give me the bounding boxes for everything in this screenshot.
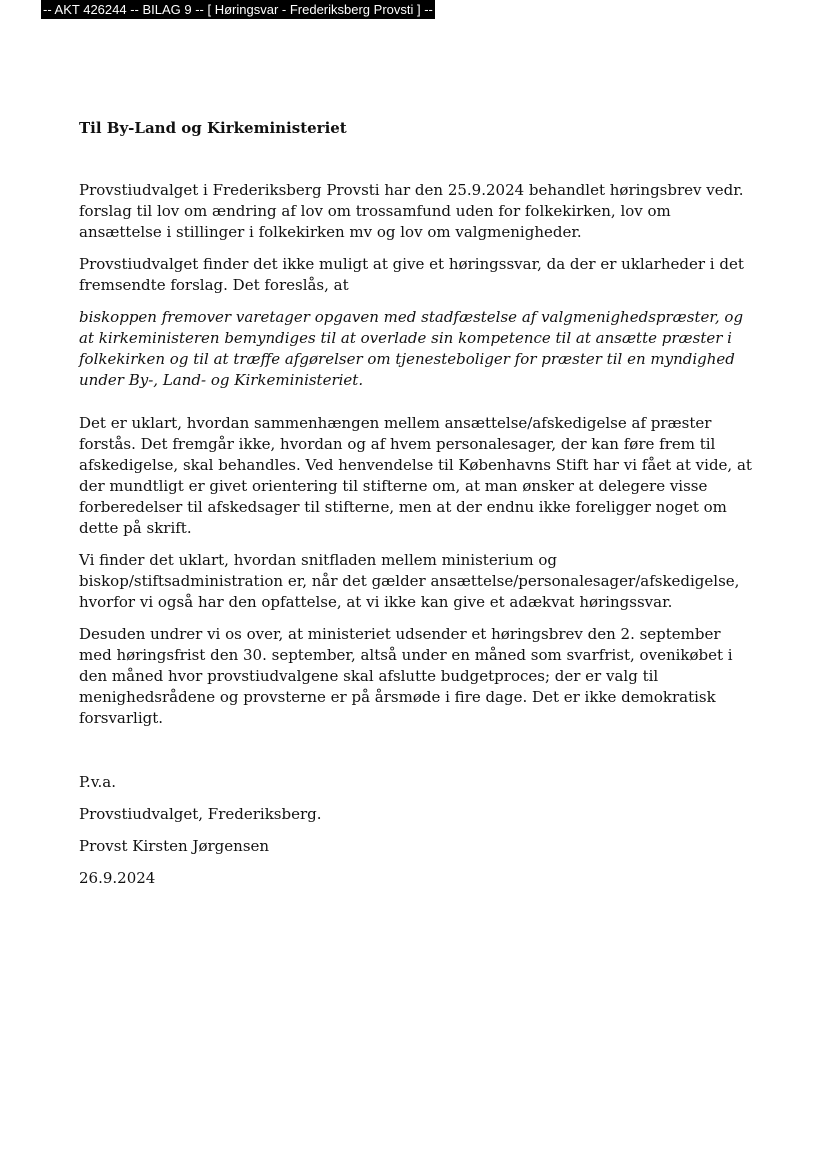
letter-body — [79, 118, 754, 900]
paragraph-no-response: Provstiudvalget finder det ikke muligt at give et høringssvar, da der er uklarheder i det fremsendte forslag. Det foreslås, at — [79, 255, 744, 294]
paragraph-intro: Provstiudvalget i Frederiksberg Provsti har den 25.9.2024 behandlet høringsbrev vedr. forslag til lov om ændring af lov om trossamfund uden for folkekirken, lov om ansættelse i stillinger i folkekirken mv og lov om valgmenigheder. — [79, 181, 744, 241]
paragraph-quoted-proposal: biskoppen fremover varetager opgaven med stadfæstelse af valgmenighedspræster, og at kirkeministeren bemyndiges til at overlade sin kompetence til at ansætte præster i folkekirken og til at træffe afgørelser om tjenesteboliger for præster til en myndighed under By-, Land- og Kirkeministeriet. — [79, 308, 744, 389]
signature-block — [79, 772, 754, 889]
signature-signer: Provst Kirsten Jørgensen — [79, 837, 270, 855]
paragraph-unclear-dismissal: Det er uklart, hvordan sammenhængen mellem ansættelse/afskedigelse af præster forstås. Det fremgår ikke, hvordan og af hvem personalesager, der kan føre frem til afskedigelse, skal behandles. Ved henvendelse til Københavns Stift har vi fået at vide, at der mundtligt er givet orientering til stifterne om, at man ønsker at delegere visse forberedelser til afskedsager til stifterne, men at der endnu ikke foreligger noget om dette på skrift. — [79, 414, 752, 537]
letter-recipient: Til By-Land og Kirkeministeriet — [79, 119, 347, 137]
paragraph-deadline-criticism: Desuden undrer vi os over, at ministeriet udsender et høringsbrev den 2. september med høringsfrist den 30. september, altså under en måned som svarfrist, ovenikøbet i den måned hvor provstiudvalgene skal afslutte budgetproces; der er valg til menighedsrådene og provsterne er på årsmøde i fire dage. Det er ikke demokratisk forsvarligt. — [79, 625, 733, 727]
signature-pva: P.v.a. — [79, 773, 116, 791]
paragraph-unclear-interface: Vi finder det uklart, hvordan snitfladen mellem ministerium og biskop/stiftsadministration er, når det gælder ansættelse/personalesager/afskedigelse, hvorfor vi også har den opfattelse, at vi ikke kan give et adækvat høringssvar. — [79, 551, 740, 611]
signature-date: 26.9.2024 — [79, 869, 156, 887]
document-header-banner: -- AKT 426244 -- BILAG 9 -- [ Høringsvar - Frederiksberg Provsti ] -- — [43, 2, 433, 17]
signature-organization: Provstiudvalget, Frederiksberg. — [79, 805, 322, 823]
